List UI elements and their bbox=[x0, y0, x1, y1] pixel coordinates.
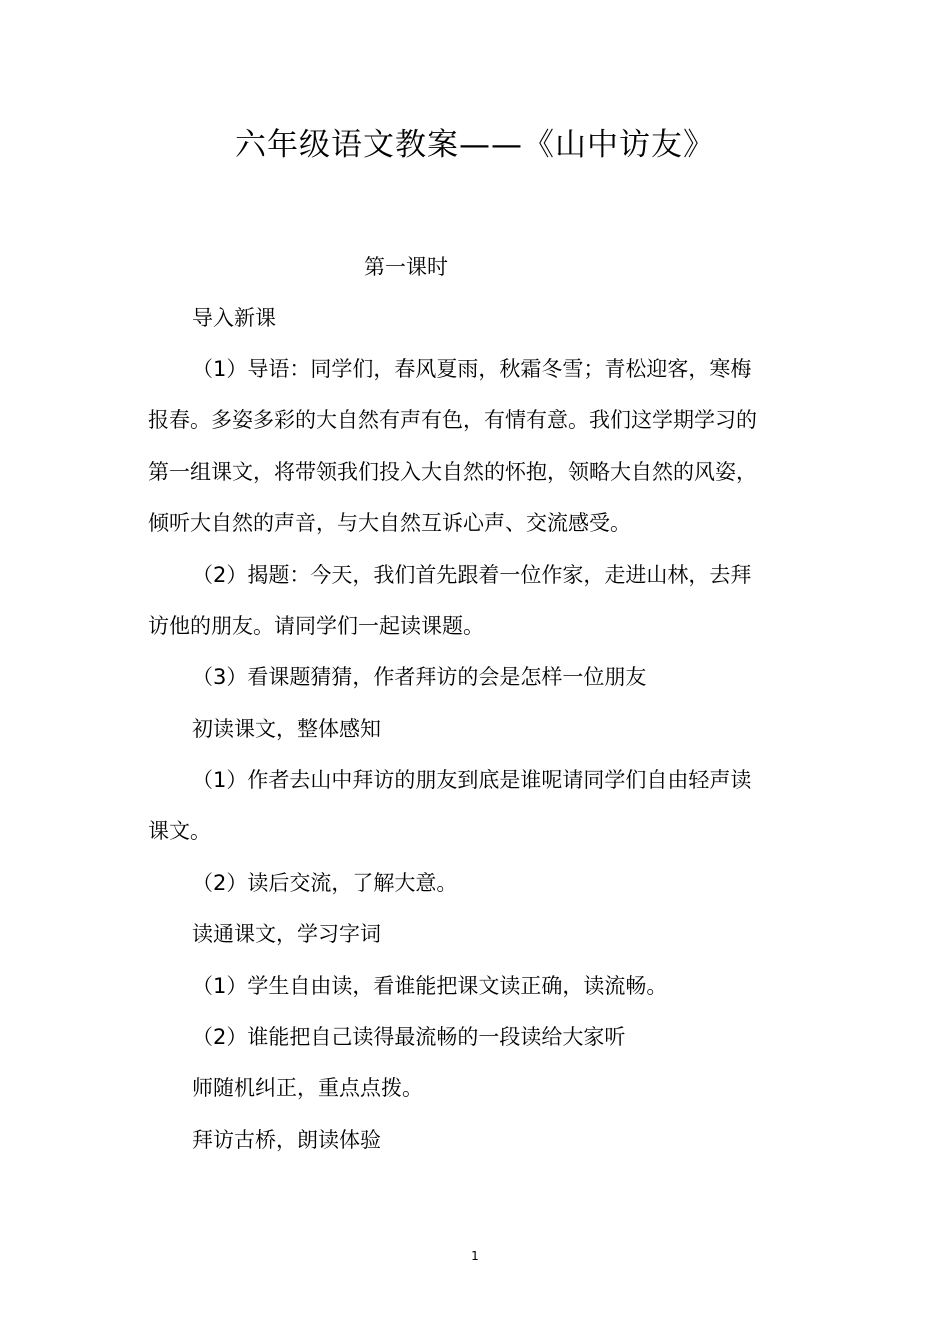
paragraph-line: （2）谁能把自己读得最流畅的一段读给大家听 bbox=[192, 1025, 626, 1049]
paragraph-line: （2）读后交流，了解大意。 bbox=[192, 871, 458, 895]
paragraph-line: （1）作者去山中拜访的朋友到底是谁呢请同学们自由轻声读 bbox=[192, 768, 752, 792]
section-heading-first-read: 初读课文，整体感知 bbox=[192, 717, 381, 741]
paragraph-line: 倾听大自然的声音，与大自然互诉心声、交流感受。 bbox=[148, 511, 631, 535]
section-heading-old-bridge: 拜访古桥，朗读体验 bbox=[192, 1128, 381, 1152]
paragraph-line: 第一组课文，将带领我们投入大自然的怀抱，领略大自然的风姿， bbox=[148, 460, 757, 484]
paragraph-line: 访他的朋友。请同学们一起读课题。 bbox=[148, 614, 484, 638]
page-number: 1 bbox=[471, 1249, 479, 1263]
paragraph-line: 报春。多姿多彩的大自然有声有色，有情有意。我们这学期学习的 bbox=[148, 408, 757, 432]
paragraph-line: （1）导语：同学们，春风夏雨，秋霜冬雪；青松迎客，寒梅 bbox=[192, 357, 752, 381]
paragraph-line: 课文。 bbox=[148, 819, 211, 843]
paragraph-line: （2）揭题：今天，我们首先跟着一位作家，走进山林，去拜 bbox=[192, 563, 752, 587]
lesson-heading: 第一课时 bbox=[364, 255, 448, 279]
paragraph-line: （3）看课题猜猜，作者拜访的会是怎样一位朋友 bbox=[192, 665, 647, 689]
section-heading-vocabulary: 读通课文，学习字词 bbox=[192, 922, 381, 946]
section-heading-intro: 导入新课 bbox=[192, 306, 276, 330]
paragraph-line: 师随机纠正，重点点拨。 bbox=[192, 1076, 423, 1100]
document-title: 六年级语文教案——《山中访友》 bbox=[235, 127, 715, 163]
paragraph-line: （1）学生自由读，看谁能把课文读正确，读流畅。 bbox=[192, 974, 668, 998]
